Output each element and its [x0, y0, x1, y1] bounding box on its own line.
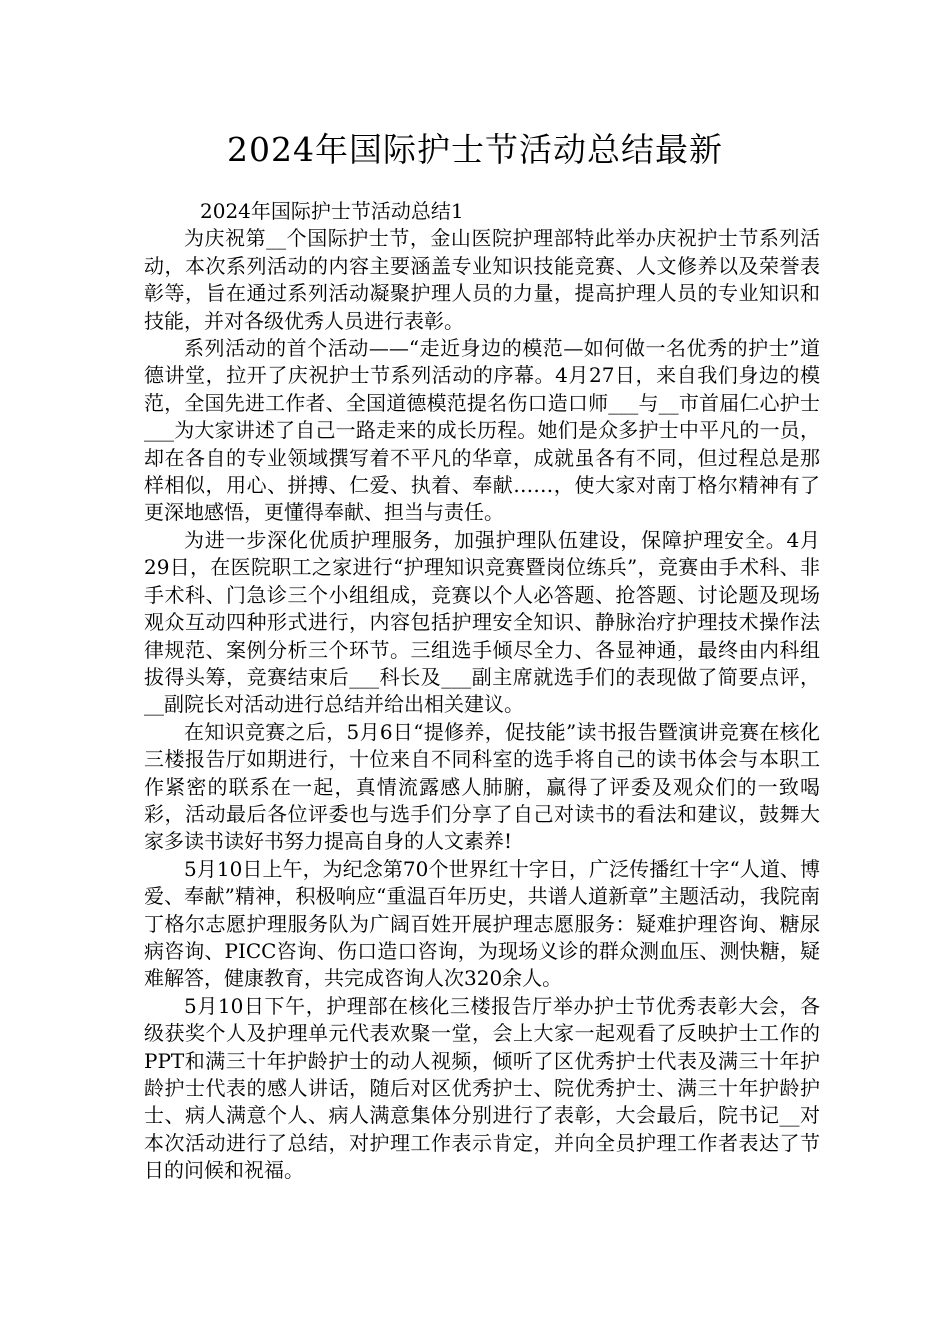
paragraph-1: 为庆祝第__个国际护士节，金山医院护理部特此举办庆祝护士节系列活动，本次系列活动的内容主要涵盖专业知识技能竞赛、人文修养以及荣誉表彰等，旨在通过系列活动凝聚护理人员的力量，提高护理人员的专业知识和技能，并对各级优秀人员进行表彰。	[144, 226, 820, 333]
paragraph-4: 在知识竞赛之后，5月6日“提修养，促技能”读书报告暨演讲竞赛在核化三楼报告厅如期进行，十位来自不同科室的选手将自己的读书体会与本职工作紧密的联系在一起，真情流露感人肺腑，赢得了评委及观众们的一致喝彩，活动最后各位评委也与选手们分享了自己对读书的看法和建议，鼓舞大家多读书读好书努力提高自身的人文素养!	[144, 719, 820, 854]
document-body	[144, 198, 820, 1185]
paragraph-2: 系列活动的首个活动——“走近身边的模范—如何做一名优秀的护士”道德讲堂，拉开了庆祝护士节系列活动的序幕。4月27日，来自我们身边的模范，全国先进工作者、全国道德模范提名伤口造口师___与__市首届仁心护士___为大家讲述了自己一路走来的成长历程。她们是众多护士中平凡的一员，却在各自的专业领域撰写着不平凡的华章，成就虽各有不同，但过程总是那样相似，用心、拼搏、仁爱、执着、奉献……，使大家对南丁格尔精神有了更深地感悟，更懂得奉献、担当与责任。	[144, 336, 820, 525]
document-title: 2024年国际护士节活动总结最新	[227, 130, 723, 169]
paragraph-5: 5月10日上午，为纪念第70个世界红十字日，广泛传播红十字“人道、博爱、奉献”精神，积极响应“重温百年历史，共谱人道新章”主题活动，我院南丁格尔志愿护理服务队为广阔百姓开展护理志愿服务：疑难护理咨询、糖尿病咨询、PICC咨询、伤口造口咨询，为现场义诊的群众测血压、测快糖，疑难解答，健康教育，共完成咨询人次320余人。	[144, 856, 820, 991]
paragraph-3: 为进一步深化优质护理服务，加强护理队伍建设，保障护理安全。4月29日，在医院职工之家进行“护理知识竞赛暨岗位练兵”，竞赛由手术科、非手术科、门急诊三个小组组成，竞赛以个人必答题、抢答题、讨论题及现场观众互动四种形式进行，内容包括护理安全知识、静脉治疗护理技术操作法律规范、案例分析三个环节。三组选手倾尽全力、各显神通，最终由内科组拔得头筹，竞赛结束后___科长及___副主席就选手们的表现做了简要点评，__副院长对活动进行总结并给出相关建议。	[144, 527, 820, 717]
section-subheading: 2024年国际护士节活动总结1	[200, 199, 464, 223]
paragraph-6: 5月10日下午，护理部在核化三楼报告厅举办护士节优秀表彰大会，各级获奖个人及护理单元代表欢聚一堂，会上大家一起观看了反映护士工作的PPT和满三十年护龄护士的动人视频，倾听了区优秀护士代表及满三十年护龄护士代表的感人讲话，随后对区优秀护士、院优秀护士、满三十年护龄护士、病人满意个人、病人满意集体分别进行了表彰，大会最后，院书记__对本次活动进行了总结，对护理工作表示肯定，并向全员护理工作者表达了节日的问候和祝福。	[144, 993, 820, 1183]
